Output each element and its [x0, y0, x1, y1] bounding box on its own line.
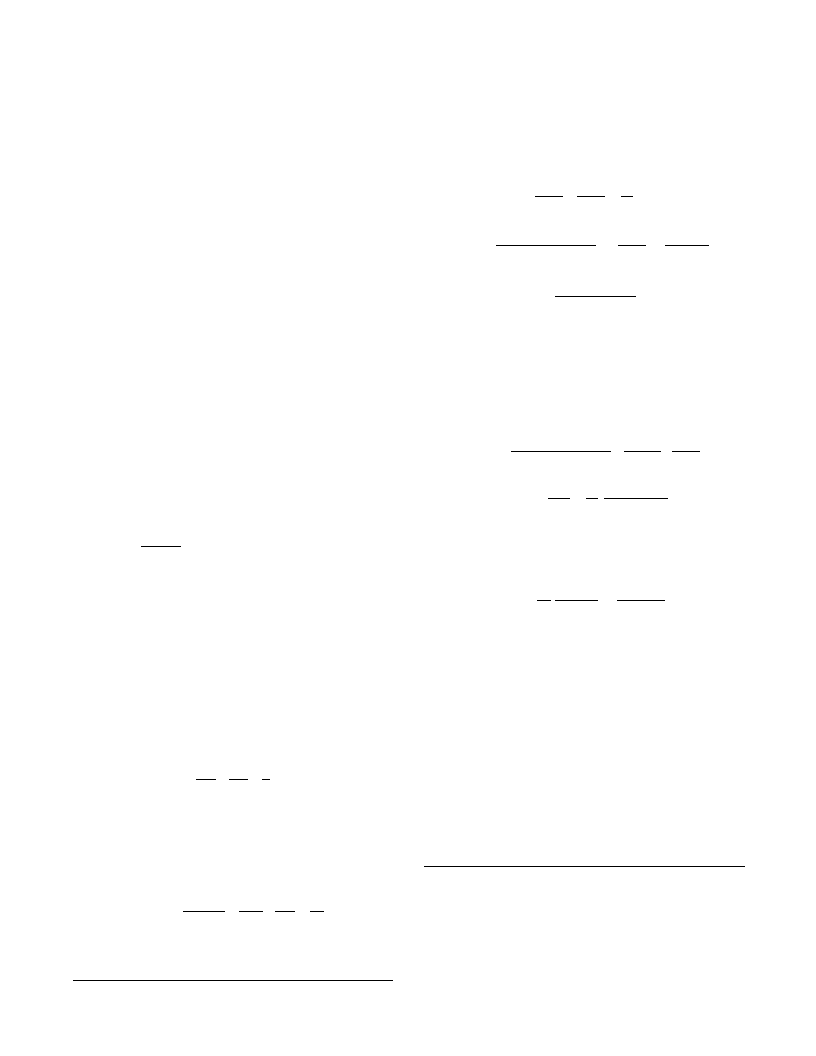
- fraction-bar: [604, 498, 668, 499]
- fraction-bar: [586, 498, 598, 499]
- fraction-bar: [196, 779, 216, 780]
- fraction-bar: [183, 911, 225, 912]
- fraction-bar: [548, 498, 570, 499]
- fraction-bar: [511, 451, 611, 452]
- fraction-bar: [310, 911, 324, 912]
- footnote-separator-left: [73, 980, 393, 981]
- fraction-bar: [141, 546, 181, 547]
- fraction-bar: [275, 911, 295, 912]
- fraction-bar: [239, 911, 263, 912]
- footnote-separator-right: [424, 866, 745, 867]
- fraction-bar: [555, 296, 636, 297]
- fraction-bar: [496, 245, 596, 246]
- fraction-bar: [262, 779, 270, 780]
- fraction-bar: [535, 196, 563, 197]
- fraction-bar: [229, 779, 248, 780]
- fraction-bar: [621, 196, 633, 197]
- fraction-bar: [617, 600, 665, 601]
- fraction-bar: [665, 245, 709, 246]
- fraction-bar: [577, 196, 605, 197]
- fraction-bar: [618, 245, 646, 246]
- fraction-bar: [555, 600, 598, 601]
- fraction-bar: [672, 451, 700, 452]
- fraction-bar: [624, 451, 661, 452]
- fraction-bar: [537, 600, 551, 601]
